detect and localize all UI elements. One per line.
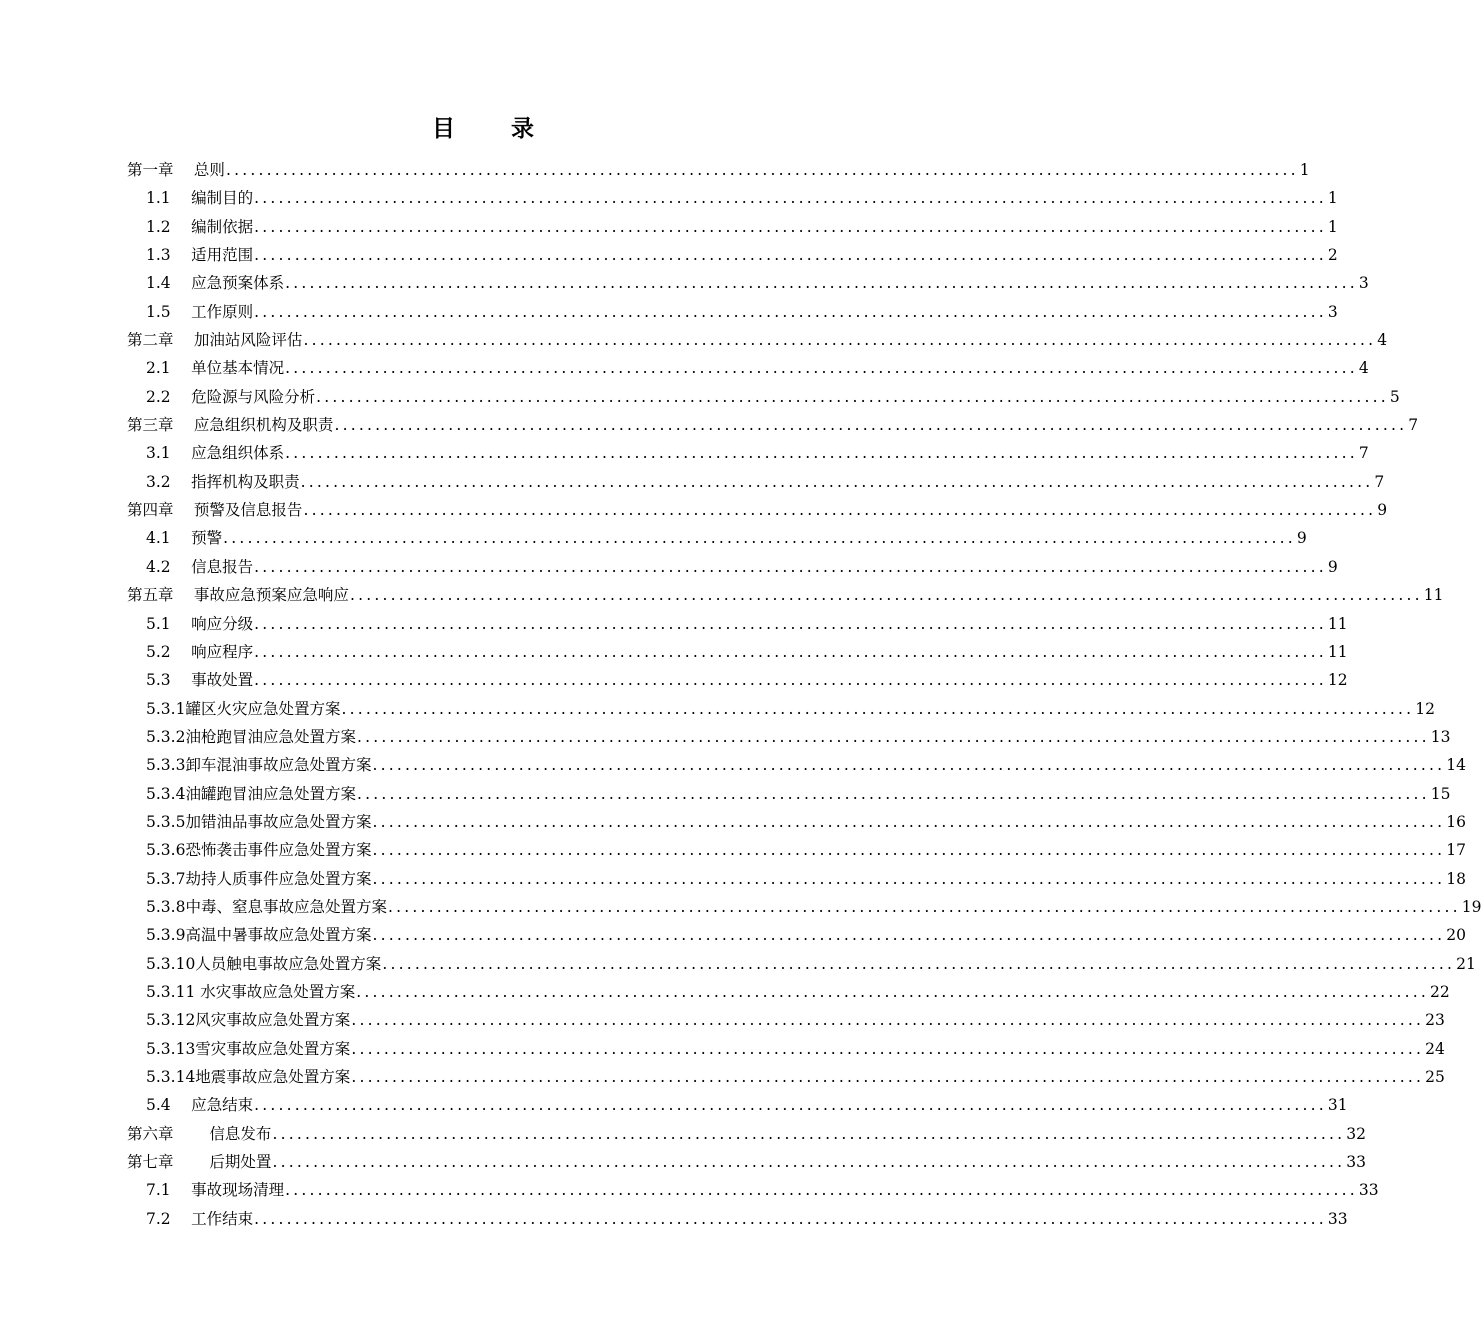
- toc-entry[interactable]: [127, 1120, 1366, 1148]
- toc-entry-page-number: 1: [1327, 189, 1338, 208]
- toc-dot-leader: ....................................................................................................................................: [372, 869, 1446, 888]
- toc-entry-page-number: 4: [1377, 331, 1388, 350]
- toc-entry-page-number: 33: [1358, 1181, 1379, 1200]
- toc-entry[interactable]: [127, 1035, 1445, 1063]
- toc-entry[interactable]: [127, 241, 1338, 269]
- toc-entry-page-number: 12: [1327, 671, 1348, 690]
- toc-entry-page-number: 17: [1446, 841, 1466, 860]
- toc-dot-leader: ....................................................................................................................................: [372, 812, 1446, 831]
- toc-dot-leader: ....................................................................................................................................: [285, 444, 1358, 463]
- toc-dot-leader: ....................................................................................................................................: [341, 699, 1415, 718]
- toc-entry[interactable]: [127, 354, 1369, 382]
- toc-dot-leader: ....................................................................................................................................: [351, 1068, 1425, 1086]
- toc-dot-leader: ....................................................................................................................................: [356, 982, 1429, 1001]
- toc-entry-page-number: 3: [1327, 302, 1338, 321]
- toc-dot-leader: ....................................................................................................................................: [356, 727, 1430, 746]
- toc-entry-label: 5.3 事故处置: [146, 671, 254, 690]
- toc-entry[interactable]: [127, 610, 1348, 638]
- toc-dot-leader: ....................................................................................................................................: [316, 387, 1389, 406]
- toc-entry-page-number: 11: [1327, 642, 1348, 661]
- toc-entry-page-number: 9: [1327, 557, 1338, 576]
- toc-dot-leader: ....................................................................................................................................: [254, 642, 1327, 661]
- toc-entry-page-number: 25: [1425, 1068, 1445, 1086]
- toc-entry[interactable]: [127, 695, 1435, 723]
- toc-entry[interactable]: [127, 156, 1310, 184]
- toc-entry[interactable]: [127, 950, 1476, 978]
- toc-entry-label: 5.3.11 水灾事故应急处置方案: [146, 982, 356, 1001]
- toc-entry[interactable]: [127, 298, 1338, 326]
- toc-entry-label: 2.2 危险源与风险分析: [146, 387, 316, 406]
- toc-dot-leader: ....................................................................................................................................: [254, 1096, 1327, 1115]
- toc-entry[interactable]: [127, 865, 1466, 893]
- toc-entry-page-number: 1: [1299, 161, 1310, 179]
- toc-entry-label: 1.3 适用范围: [146, 246, 254, 265]
- toc-entry-label: 3.1 应急组织体系: [146, 444, 285, 463]
- toc-entry-label: 5.3.1罐区火灾应急处置方案: [146, 699, 341, 718]
- toc-dot-leader: ....................................................................................................................................: [254, 302, 1327, 321]
- toc-dot-leader: ....................................................................................................................................: [382, 954, 1456, 973]
- toc-dot-leader: ....................................................................................................................................: [300, 472, 1374, 491]
- toc-dot-leader: ....................................................................................................................................: [254, 614, 1327, 633]
- toc-entry[interactable]: [127, 921, 1466, 949]
- toc-entry[interactable]: [127, 666, 1348, 694]
- toc-entry-page-number: 3: [1358, 274, 1369, 293]
- toc-entry-label: 第一章 总则: [127, 161, 225, 179]
- toc-entry[interactable]: [127, 751, 1466, 779]
- toc-dot-leader: ....................................................................................................................................: [372, 756, 1446, 775]
- toc-entry-label: 1.4 应急预案体系: [146, 274, 285, 293]
- toc-entry[interactable]: [127, 638, 1348, 666]
- toc-entry[interactable]: [127, 439, 1369, 467]
- toc-entry-page-number: 4: [1358, 359, 1369, 378]
- toc-entry-label: 5.3.2油枪跑冒油应急处置方案: [146, 727, 356, 746]
- toc-entry[interactable]: [127, 468, 1385, 496]
- toc-entry[interactable]: [127, 553, 1338, 581]
- toc-entry[interactable]: [127, 411, 1419, 439]
- toc-dot-leader: ....................................................................................................................................: [349, 586, 1423, 605]
- toc-dot-leader: ....................................................................................................................................: [372, 841, 1446, 860]
- toc-dot-leader: ....................................................................................................................................: [225, 161, 1299, 179]
- toc-entry-label: 5.3.13雪灾事故应急处置方案: [146, 1039, 351, 1058]
- toc-dot-leader: ....................................................................................................................................: [254, 217, 1327, 236]
- toc-entry-label: 5.3.9高温中暑事故应急处置方案: [146, 926, 372, 945]
- toc-entry-label: 5.3.3卸车混油事故应急处置方案: [146, 756, 372, 775]
- toc-entry-label: 2.1 单位基本情况: [146, 359, 285, 378]
- toc-entry-page-number: 12: [1415, 699, 1435, 718]
- toc-entry[interactable]: [127, 326, 1388, 354]
- toc-entry-label: 5.3.6恐怖袭击事件应急处置方案: [146, 841, 372, 860]
- toc-entry[interactable]: [127, 524, 1307, 552]
- toc-entry-label: 1.1 编制目的: [146, 189, 254, 208]
- toc-entry-page-number: 33: [1327, 1209, 1348, 1228]
- toc-dot-leader: ....................................................................................................................................: [223, 529, 1296, 548]
- toc-entry-page-number: 31: [1327, 1096, 1348, 1115]
- table-of-contents: [127, 156, 1481, 1233]
- toc-entry-page-number: 33: [1346, 1153, 1366, 1172]
- toc-entry-label: 5.3.7劫持人质事件应急处置方案: [146, 869, 372, 888]
- toc-entry[interactable]: [127, 780, 1451, 808]
- toc-entry-page-number: 1: [1327, 217, 1338, 236]
- toc-entry-label: 第二章 加油站风险评估: [127, 331, 303, 350]
- toc-entry[interactable]: [127, 269, 1369, 297]
- toc-entry[interactable]: [127, 723, 1451, 751]
- toc-entry[interactable]: [127, 1091, 1348, 1119]
- toc-entry-label: 1.5 工作原则: [146, 302, 254, 321]
- toc-dot-leader: ....................................................................................................................................: [254, 246, 1327, 265]
- toc-entry-label: 4.1 预警: [146, 529, 223, 548]
- toc-entry-page-number: 20: [1446, 926, 1466, 945]
- toc-entry[interactable]: [127, 978, 1450, 1006]
- toc-dot-leader: ....................................................................................................................................: [351, 1011, 1425, 1030]
- toc-entry-label: 4.2 信息报告: [146, 557, 254, 576]
- toc-entry-label: 5.3.14地震事故应急处置方案: [146, 1068, 351, 1086]
- toc-entry[interactable]: [127, 1063, 1445, 1091]
- toc-entry[interactable]: [127, 1176, 1379, 1204]
- toc-entry-page-number: 7: [1408, 416, 1419, 435]
- toc-entry-page-number: 22: [1430, 982, 1450, 1001]
- toc-entry[interactable]: [127, 1205, 1348, 1233]
- toc-entry-page-number: 7: [1374, 472, 1385, 491]
- toc-entry-page-number: 23: [1425, 1011, 1445, 1030]
- toc-entry-page-number: 13: [1430, 727, 1451, 746]
- toc-dot-leader: ....................................................................................................................................: [334, 416, 1408, 435]
- toc-entry-label: 5.3.10人员触电事故应急处置方案: [146, 954, 382, 973]
- toc-entry-label: 7.2 工作结束: [146, 1209, 254, 1228]
- toc-entry-label: 第六章 信息发布: [127, 1124, 272, 1143]
- toc-entry-label: 5.3.5加错油品事故应急处置方案: [146, 812, 372, 831]
- toc-entry-label: 第七章 后期处置: [127, 1153, 272, 1172]
- toc-dot-leader: ....................................................................................................................................: [351, 1039, 1425, 1058]
- toc-entry-label: 5.3.8中毒、窒息事故应急处置方案: [146, 897, 387, 916]
- toc-dot-leader: ....................................................................................................................................: [254, 557, 1327, 576]
- toc-entry-page-number: 19: [1461, 897, 1481, 916]
- toc-entry-label: 第四章 预警及信息报告: [127, 501, 303, 520]
- toc-entry-page-number: 14: [1446, 756, 1466, 775]
- toc-entry-label: 5.3.12风灾事故应急处置方案: [146, 1011, 351, 1030]
- toc-entry-page-number: 7: [1358, 444, 1369, 463]
- toc-entry-label: 第五章 事故应急预案应急响应: [127, 586, 349, 605]
- toc-dot-leader: ....................................................................................................................................: [272, 1153, 1346, 1172]
- toc-dot-leader: ....................................................................................................................................: [303, 501, 1377, 520]
- toc-entry-page-number: 5: [1389, 387, 1400, 406]
- toc-dot-leader: ....................................................................................................................................: [356, 784, 1430, 803]
- toc-entry-page-number: 24: [1425, 1039, 1445, 1058]
- toc-entry-label: 5.1 响应分级: [146, 614, 254, 633]
- toc-dot-leader: ....................................................................................................................................: [387, 897, 1461, 916]
- toc-entry-label: 5.2 响应程序: [146, 642, 254, 661]
- toc-entry-page-number: 11: [1327, 614, 1348, 633]
- toc-dot-leader: ....................................................................................................................................: [285, 359, 1358, 378]
- toc-entry-page-number: 9: [1296, 529, 1307, 548]
- toc-entry-page-number: 2: [1327, 246, 1338, 265]
- toc-entry-label: 第三章 应急组织机构及职责: [127, 416, 334, 435]
- toc-entry-page-number: 15: [1430, 784, 1451, 803]
- toc-dot-leader: ....................................................................................................................................: [285, 274, 1358, 293]
- toc-entry-label: 5.3.4油罐跑冒油应急处置方案: [146, 784, 356, 803]
- toc-entry[interactable]: [127, 496, 1388, 524]
- toc-entry-page-number: 18: [1446, 869, 1466, 888]
- toc-entry-label: 5.4 应急结束: [146, 1096, 254, 1115]
- toc-dot-leader: ....................................................................................................................................: [285, 1181, 1358, 1200]
- toc-entry[interactable]: [127, 836, 1466, 864]
- toc-entry[interactable]: [127, 893, 1481, 921]
- page-title: 目 录: [431, 115, 558, 142]
- toc-entry-page-number: 21: [1456, 954, 1476, 973]
- toc-entry-page-number: 16: [1446, 812, 1466, 831]
- toc-entry[interactable]: [127, 184, 1338, 212]
- toc-entry[interactable]: [127, 1006, 1445, 1034]
- toc-entry[interactable]: [127, 213, 1338, 241]
- toc-entry-label: 3.2 指挥机构及职责: [146, 472, 300, 491]
- toc-entry-page-number: 32: [1346, 1124, 1366, 1143]
- toc-entry-label: 1.2 编制依据: [146, 217, 254, 236]
- toc-entry[interactable]: [127, 581, 1444, 609]
- toc-dot-leader: ....................................................................................................................................: [254, 1209, 1327, 1228]
- toc-entry[interactable]: [127, 1148, 1366, 1176]
- toc-entry[interactable]: [127, 383, 1400, 411]
- toc-entry[interactable]: [127, 808, 1466, 836]
- toc-entry-page-number: 9: [1377, 501, 1388, 520]
- toc-dot-leader: ....................................................................................................................................: [254, 189, 1327, 208]
- toc-entry-label: 7.1 事故现场清理: [146, 1181, 285, 1200]
- toc-dot-leader: ....................................................................................................................................: [254, 671, 1327, 690]
- toc-dot-leader: ....................................................................................................................................: [372, 926, 1446, 945]
- toc-dot-leader: ....................................................................................................................................: [303, 331, 1377, 350]
- toc-entry-page-number: 11: [1423, 586, 1444, 605]
- toc-dot-leader: ....................................................................................................................................: [272, 1124, 1346, 1143]
